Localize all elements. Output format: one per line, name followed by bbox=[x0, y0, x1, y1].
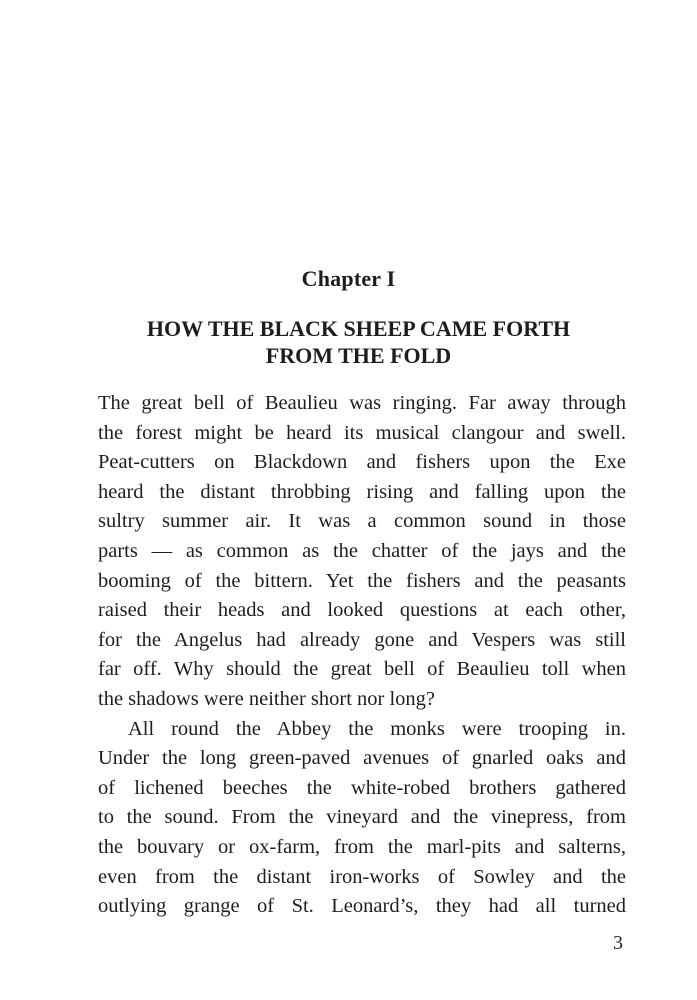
text-line: for the Angelus had already gone and Vespers was still bbox=[98, 628, 626, 651]
text-line: to the sound. From the vineyard and the vinepress, from bbox=[98, 806, 626, 829]
chapter-title-line: HOW THE BLACK SHEEP CAME FORTH bbox=[146, 316, 571, 341]
chapter-title-line: FROM THE FOLD bbox=[265, 343, 452, 368]
text-line: All round the Abbey the monks were trooping in. bbox=[128, 717, 626, 740]
text-line: Under the long green-paved avenues of gnarled oaks and bbox=[98, 747, 626, 770]
text-line: the forest might be heard its musical clangour and swell. bbox=[98, 421, 626, 444]
text-line: booming of the bittern. Yet the fishers and the peasants bbox=[98, 569, 626, 592]
body-text bbox=[98, 389, 626, 922]
text-line: The great bell of Beaulieu was ringing. Far away through bbox=[98, 392, 626, 414]
chapter-title bbox=[90, 315, 627, 369]
text-line: outlying grange of St. Leonard’s, they had all turned bbox=[98, 895, 626, 918]
text-line: parts — as common as the chatter of the jays and the bbox=[98, 539, 626, 562]
text-line: the bouvary or ox-farm, from the marl-pits and salterns, bbox=[98, 835, 626, 858]
text-line: far off. Why should the great bell of Beaulieu toll when bbox=[98, 658, 626, 681]
text-line: raised their heads and looked questions at each other, bbox=[98, 599, 626, 622]
text-line: heard the distant throbbing rising and falling upon the bbox=[98, 480, 626, 503]
text-line: of lichened beeches the white-robed brothers gathered bbox=[98, 776, 626, 799]
text-line: even from the distant iron-works of Sowley and the bbox=[98, 865, 626, 888]
text-line: the shadows were neither short nor long? bbox=[98, 687, 436, 710]
chapter-label: Chapter I bbox=[301, 266, 396, 291]
page-number: 3 bbox=[613, 932, 623, 954]
text-line: sultry summer air. It was a common sound in those bbox=[98, 510, 626, 533]
text-line: Peat-cutters on Blackdown and fishers upon the Exe bbox=[98, 451, 626, 474]
